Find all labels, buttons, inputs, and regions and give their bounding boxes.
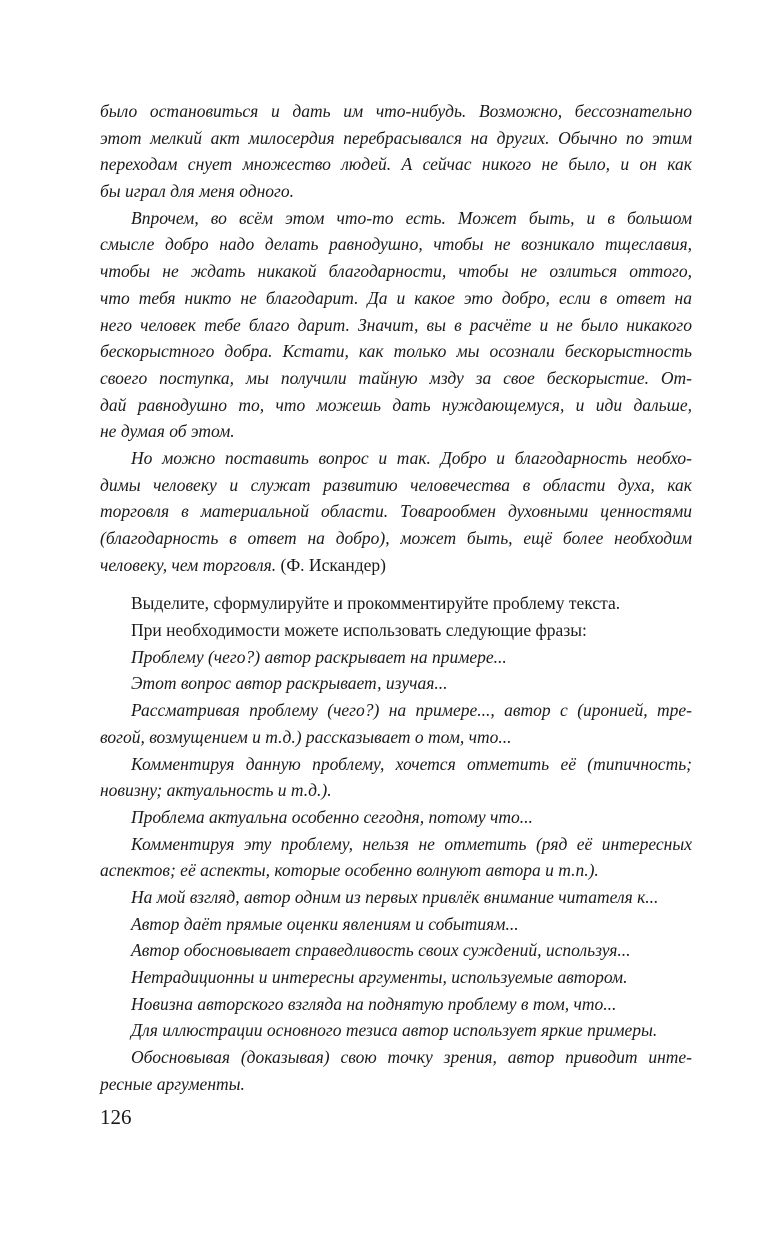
text-line: Комментируя эту проблему, нельзя не отметить (ряд её интересных: [131, 833, 692, 854]
passage-paragraph: [100, 445, 692, 578]
text-line: не думая об этом.: [100, 421, 235, 442]
phrase-item: [100, 964, 692, 991]
phrase-item: [100, 697, 692, 750]
phrase-item: [100, 1017, 692, 1044]
phrase-item: [100, 751, 692, 804]
text-line: Рассматривая проблему (чего?) на примере..., автор с (иронией, тре-: [131, 700, 692, 721]
text-line: Проблема актуальна особенно сегодня, потому что...: [131, 806, 533, 827]
task-instruction: Выделите, сформулируйте и прокомментируйте проблему текста.: [131, 593, 621, 614]
phrase-item: [100, 991, 692, 1018]
text-line: переходам снует множество людей. А сейчас никого не было, и он как: [100, 154, 692, 175]
author-attribution: (Ф. Искандер): [280, 554, 386, 575]
phrase-item: [100, 804, 692, 831]
text-line: Впрочем, во всём этом что-то есть. Может быть, и в большом: [131, 207, 692, 228]
text-line: Обосновывая (доказывая) свою точку зрения, автор приводит инте-: [131, 1047, 692, 1068]
text-line: Нетрадиционны и интересны аргументы, используемые автором.: [131, 967, 628, 987]
text-line: (благодарность в ответ на добро), может быть, ещё более необходим: [100, 528, 692, 548]
text-line: ресные аргументы.: [100, 1073, 245, 1094]
task-block: [100, 590, 692, 643]
text-line: [100, 552, 692, 579]
phrase-item: [100, 670, 692, 697]
task-hint: При необходимости можете использовать следующие фразы:: [131, 620, 587, 641]
page-number: 126: [100, 1105, 132, 1129]
text-line: Этот вопрос автор раскрывает, изучая...: [131, 673, 448, 694]
text-line: Но можно поставить вопрос и так. Добро и благодарность необхо-: [131, 447, 692, 468]
text-line: него человек тебе благо дарит. Значит, вы в расчёте и не было никакого: [100, 314, 692, 335]
text-line: своего поступка, мы получили тайную мзду за свое бескорыстие. От-: [100, 367, 692, 388]
text-line: Автор обосновывает справедливость своих суждений, используя...: [131, 940, 631, 961]
text-line: дай равнодушно то, что можешь дать нуждающемуся, и иди дальше,: [100, 394, 692, 415]
passage-paragraph: [100, 205, 692, 445]
book-page: [100, 98, 692, 1097]
text-line: Проблему (чего?) автор раскрывает на примере...: [131, 646, 507, 667]
phrase-item: [100, 884, 692, 911]
text-line: этот мелкий акт милосердия перебрасывался на других. Обычно по этим: [100, 127, 692, 148]
text-line: смысле добро надо делать равнодушно, чтобы не возникало тщеславия,: [100, 234, 692, 255]
text-line: димы человеку и служат развитию человечества в области духа, как: [100, 474, 692, 495]
text-line: новизну; актуальность и т.д.).: [100, 780, 332, 801]
phrase-item: [100, 937, 692, 964]
text-line: аспектов; её аспекты, которые особенно волнуют автора и т.п.).: [100, 860, 599, 881]
phrase-list: [100, 644, 692, 1098]
phrase-item: [100, 831, 692, 884]
text-line: Для иллюстрации основного тезиса автор использует яркие примеры.: [131, 1020, 658, 1041]
text-line: что тебя никто не благодарит. Да и какое это добро, если в ответ на: [100, 287, 692, 308]
text-line: торговля в материальной области. Товарообмен духовными ценностями: [100, 501, 692, 522]
text-line: бы играл для меня одного.: [100, 181, 294, 202]
text-line: чтобы не ждать никакой благодарности, чтобы не озлиться оттого,: [100, 261, 692, 282]
text-line: На мой взгляд, автор одним из первых привлёк внимание читателя к...: [131, 886, 659, 907]
text-line: бескорыстного добра. Кстати, как только мы осознали бескорыстность: [100, 341, 692, 362]
phrase-item: [100, 1044, 692, 1097]
passage-paragraph: [100, 98, 692, 205]
text-fragment: человеку, чем торговля.: [100, 554, 277, 575]
text-line: Новизна авторского взгляда на поднятую проблему в том, что...: [131, 993, 617, 1014]
section-gap: [100, 578, 692, 590]
text-line: было остановиться и дать им что-нибудь. Возможно, бессознательно: [100, 101, 692, 121]
text-line: Автор даёт прямые оценки явлениям и событиям...: [131, 913, 519, 934]
text-line: Комментируя данную проблему, хочется отметить её (типичность;: [131, 753, 692, 774]
phrase-item: [100, 644, 692, 671]
phrase-item: [100, 911, 692, 938]
text-line: вогой, возмущением и т.д.) рассказывает о том, что...: [100, 726, 512, 747]
